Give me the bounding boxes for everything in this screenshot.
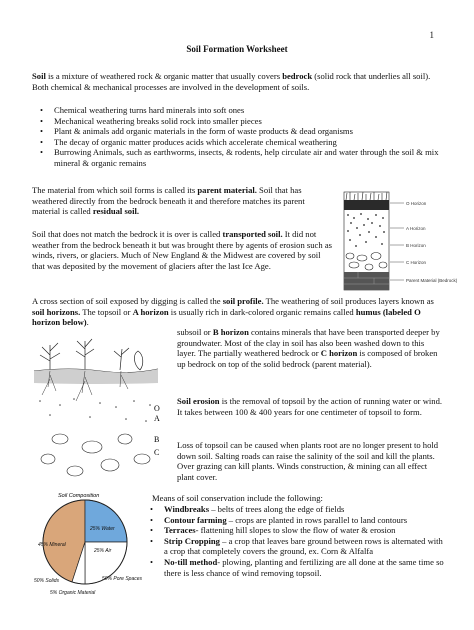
list-item: • The decay of organic matter produces acids which accelerate chemical weathering xyxy=(32,137,442,148)
profile-label: C xyxy=(154,448,160,457)
list-item: • Mechanical weathering breaks solid rock into smaller pieces xyxy=(32,116,442,127)
pie-label: 5% Organic Material xyxy=(50,590,96,596)
list-item: • Windbreaks – belts of trees along the edge of fields xyxy=(142,504,444,515)
profile-label: A xyxy=(154,414,160,423)
page-number: 1 xyxy=(429,30,434,40)
subsoil-paragraph: subsoil or B horizon contains minerals that have been transported deeper by groundwater. Most of the clay in soil has also been washed down to this layer. The partially weathered bedrock or C horizon is composed of broken up bedrock on top of the solid bedrock (parent material). xyxy=(177,327,440,369)
conservation-intro: Means of soil conservation include the following: xyxy=(152,493,323,503)
pie-title: Soil Composition xyxy=(58,493,100,499)
horizon-label: A Horizon xyxy=(406,226,426,231)
pie-slice xyxy=(85,500,127,542)
soil-term: Soil xyxy=(32,71,46,81)
bedrock-term: bedrock xyxy=(282,71,313,81)
horizon-label: O Horizon xyxy=(406,201,427,206)
soil-profile-paragraph: A cross section of soil exposed by digging is called the soil profile. The weathering of soil produces layers known as soil horizons. The topsoil or A horizon is usually rich in dark-colored organic remains called humus (labeled O horizon below). xyxy=(32,296,434,328)
list-item: • Chemical weathering turns hard minerals into soft ones xyxy=(32,105,442,116)
weathering-bullet-list xyxy=(32,105,442,169)
pie-label: 25% Water xyxy=(90,526,115,532)
horizon-label: B Horizon xyxy=(406,243,426,248)
erosion-paragraph: Soil erosion is the removal of topsoil by the action of running water or wind. It takes between 100 & 400 years for one centimeter of topsoil to form. xyxy=(177,396,443,417)
pie-label: 25% Air xyxy=(94,548,112,554)
topsoil-loss-paragraph: Loss of topsoil can be caused when plants root are no longer present to hold down soil. Salting roads can raise the salinity of the soil and kill the plants. Over grazing can kill plants. Winds construction, & mining can all effect plant cover. xyxy=(177,440,439,482)
profile-label: O xyxy=(154,404,160,413)
page-title: Soil Formation Worksheet xyxy=(186,44,288,54)
list-item: • Terraces- flattening hill slopes to slow the flow of water & erosion xyxy=(142,525,444,536)
list-item: • Plant & animals add organic materials in the form of waste products & dead organisms xyxy=(32,126,442,137)
list-item: • Burrowing Animals, such as earthworms, insects, & rodents, help circulate air and water through the soil & mix mineral & organic remains xyxy=(32,147,442,168)
list-item: • Contour farming – crops are planted in rows parallel to land contours xyxy=(142,515,444,526)
horizon-label: Parent Material (Bedrock) xyxy=(406,278,458,283)
horizon-label: C Horizon xyxy=(406,260,427,265)
pie-outer-label: 50% Solids xyxy=(34,578,60,584)
list-item: • Strip Cropping – a crop that leaves bare ground between rows is alternated with a crop that completely covers the ground, ex. Corn & Alfalfa xyxy=(142,536,444,557)
list-item: • No-till method- plowing, planting and fertilizing are all done at the same time so there is less chance of wind removing topsoil. xyxy=(142,557,444,578)
transported-soil-paragraph: Soil that does not match the bedrock it is over is called transported soil. It did not weather from the bedrock beneath it but was brought there by agents of erosion such as winds, rivers, or glaciers. Much of New England & the Midwest are covered by soil that was deposited by the movement of glaciers after the last Ice Age. xyxy=(32,229,332,271)
conservation-list xyxy=(142,504,444,578)
intro-paragraph: Soil is a mixture of weathered rock & organic matter that usually covers bedrock (solid rock that underlies all soil). Both chemical & mechanical processes are involved in the development of soils. xyxy=(32,71,431,92)
soil-profile-drawing xyxy=(30,335,172,485)
profile-label: B xyxy=(154,435,160,444)
parent-material-paragraph: The material from which soil forms is called its parent material. Soil that has weathered directly from the bedrock beneath it and therefore matches its parent material is called residual soil. xyxy=(32,185,305,217)
pie-outer-label: 50% Pore Spaces xyxy=(102,576,143,582)
soil-horizon-diagram xyxy=(336,190,458,300)
soil-composition-pie-chart xyxy=(30,490,145,600)
pie-label: 45% Mineral xyxy=(38,542,66,548)
